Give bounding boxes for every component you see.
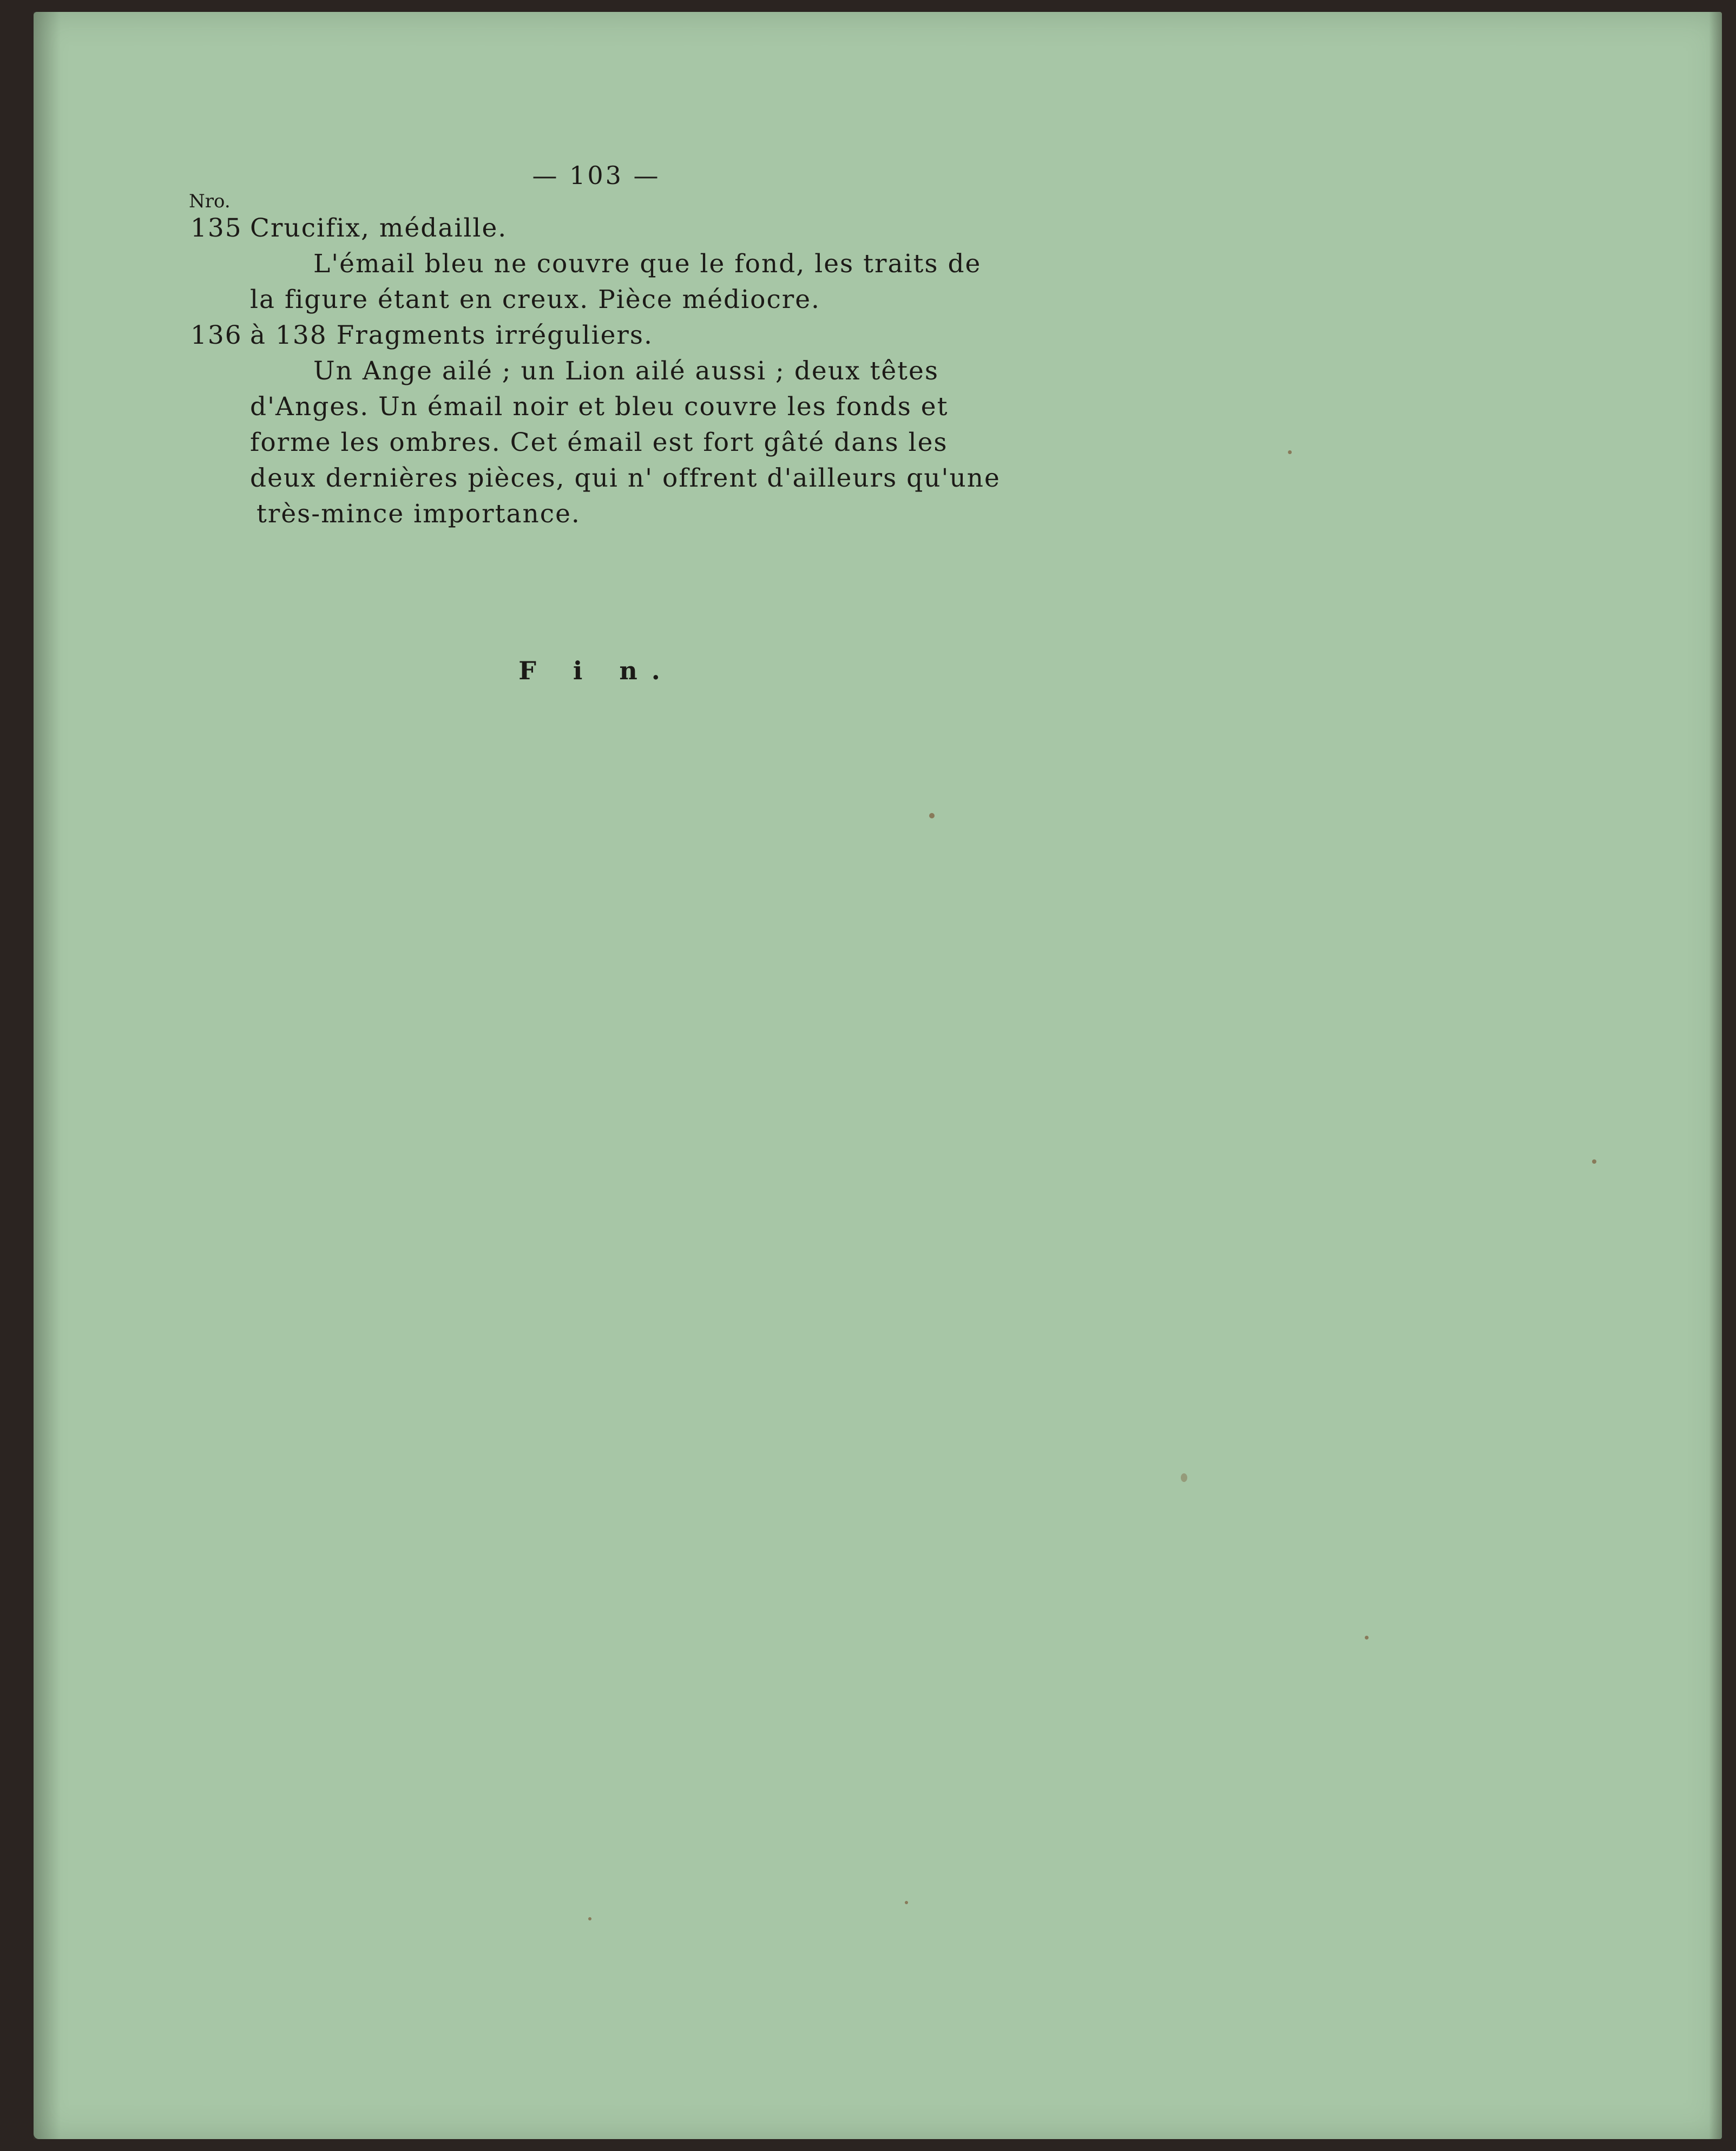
entry-description-line: deux dernières pièces, qui n' offrent d'ailleurs qu'une: [250, 463, 1001, 493]
page-edge-shadow: [1709, 12, 1722, 2139]
entry-title: Crucifix, médaille.: [250, 213, 508, 243]
entry-description-line: L'émail bleu ne couvre que le fond, les traits de: [313, 249, 982, 279]
binding-gutter: [34, 12, 61, 2139]
entry-description-line: la figure étant en creux. Pièce médiocre.: [250, 285, 820, 314]
entry-description-line: très-mince importance.: [257, 499, 581, 529]
end-marker: F i n.: [518, 656, 674, 685]
paper-speck: [905, 1901, 908, 1904]
page-sheet: [34, 12, 1722, 2139]
paper-speck: [1288, 450, 1292, 454]
entry-description-line: Un Ange ailé ; un Lion ailé aussi ; deux têtes: [313, 356, 939, 386]
paper-speck: [929, 813, 935, 818]
paper-speck: [1592, 1159, 1596, 1164]
entry-number: 136: [190, 320, 242, 350]
entry-number: 135: [190, 213, 242, 243]
page-number: — 103 —: [532, 161, 661, 190]
entry-description-line: d'Anges. Un émail noir et bleu couvre les fonds et: [250, 392, 949, 422]
paper-speck: [1365, 1636, 1369, 1640]
paper-speck: [1181, 1473, 1187, 1482]
entry-title: à 138 Fragments irréguliers.: [250, 320, 653, 350]
entry-description-line: forme les ombres. Cet émail est fort gâté dans les: [250, 428, 948, 457]
column-label-nro: Nro.: [189, 191, 231, 212]
paper-speck: [588, 1917, 591, 1920]
